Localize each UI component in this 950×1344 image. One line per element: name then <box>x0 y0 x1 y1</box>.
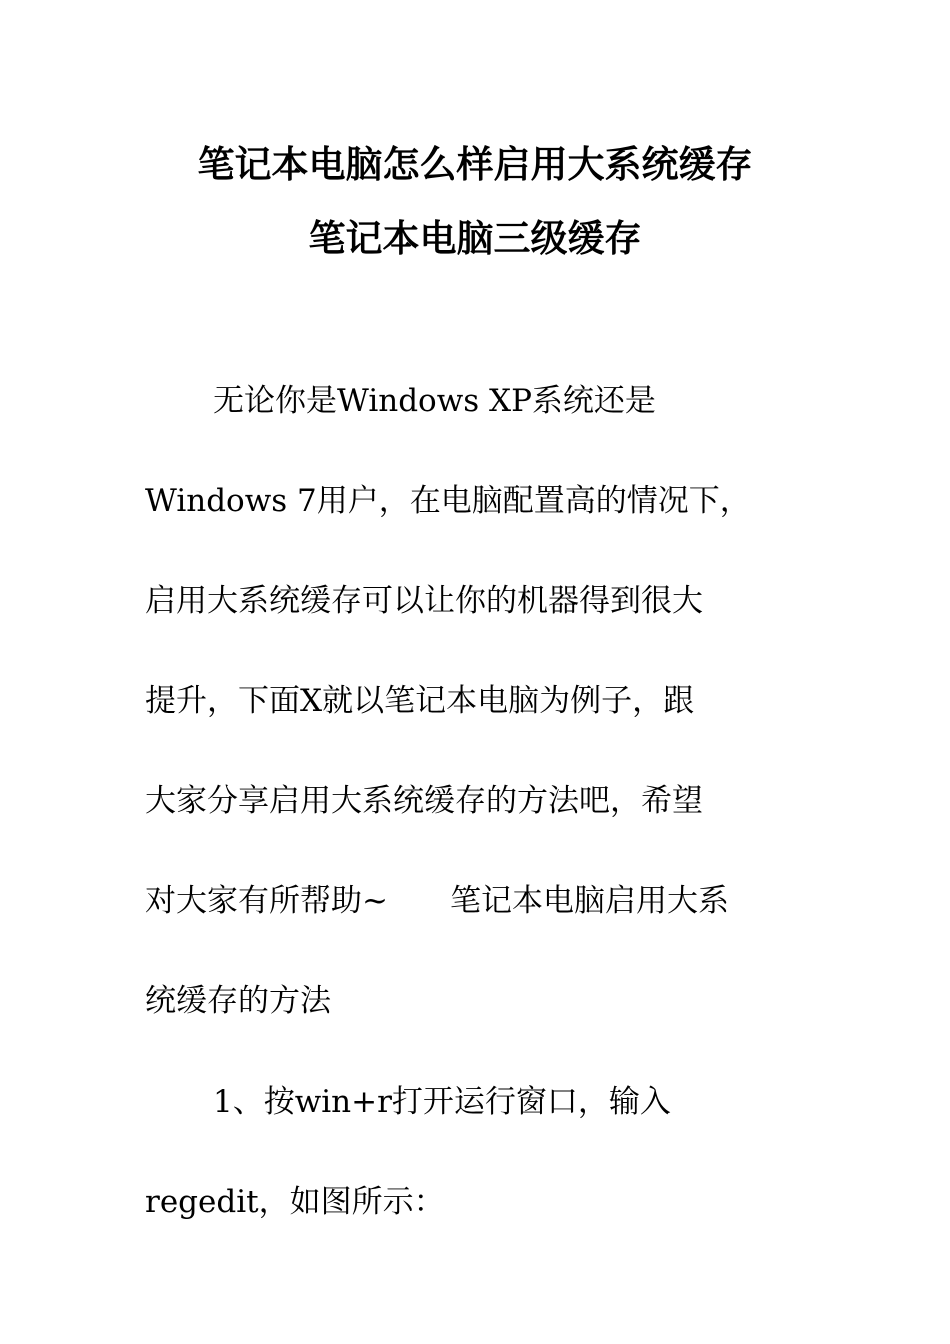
paragraph-line: regedit，如图所示： <box>145 1184 445 1220</box>
paragraph-line: Windows 7用户，在电脑配置高的情况下， <box>145 483 751 519</box>
paragraph-line: 启用大系统缓存可以让你的机器得到很大 <box>145 583 703 619</box>
section-heading-inline: 笔记本电脑启用大系 <box>449 883 729 919</box>
paragraph-line-left: 对大家有所帮助~ <box>145 883 388 919</box>
title-line-1: 笔记本电脑怎么样启用大系统缓存 <box>197 143 753 186</box>
paragraph-line: 提升，下面X就以笔记本电脑为例子，跟 <box>145 683 695 719</box>
paragraph-line: 大家分享启用大系统缓存的方法吧，希望 <box>145 783 703 819</box>
paragraph-intro <box>145 351 805 1051</box>
document-title <box>0 128 950 276</box>
paragraph-line <box>145 851 805 951</box>
paragraph-step-1 <box>145 1052 805 1252</box>
paragraph-line: 统缓存的方法 <box>145 983 331 1019</box>
paragraph-line: 无论你是Windows XP系统还是 <box>213 383 656 419</box>
paragraph-line: 1、按win+r打开运行窗口，输入 <box>213 1084 671 1120</box>
title-line-2: 笔记本电脑三级缓存 <box>308 217 642 260</box>
